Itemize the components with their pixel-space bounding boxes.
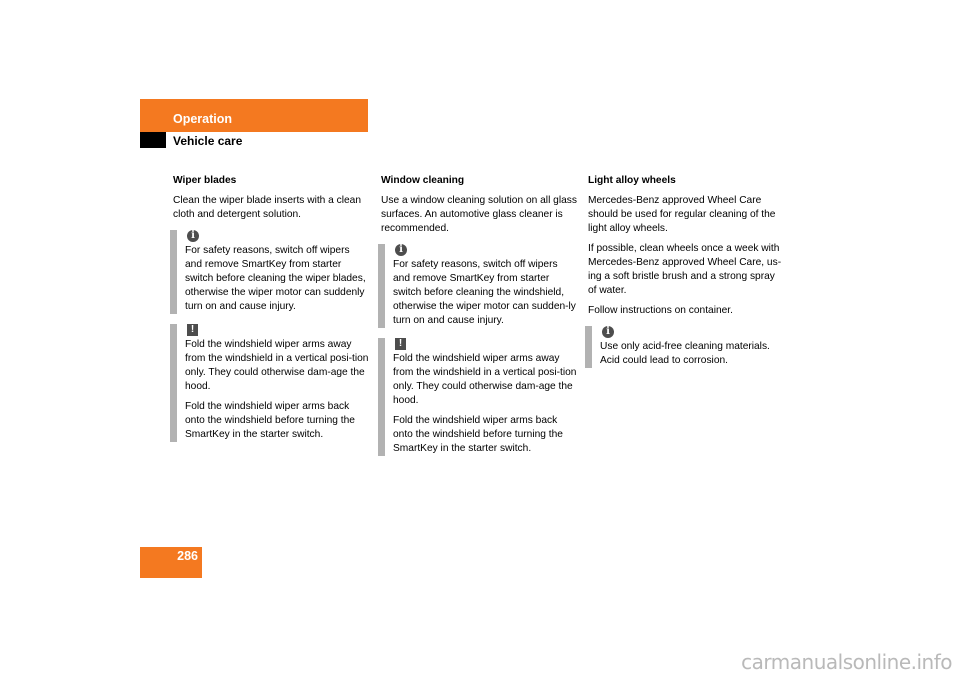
section-title: Operation xyxy=(173,112,233,126)
warning-note xyxy=(170,324,369,442)
paragraph: Clean the wiper blade inserts with a clean cloth and detergent solution. xyxy=(173,195,362,220)
note-bar xyxy=(378,338,385,456)
info-note xyxy=(170,230,369,314)
note-bar xyxy=(585,326,592,368)
info-icon: i xyxy=(187,230,199,242)
info-note xyxy=(585,326,784,368)
note-text: For safety reasons, switch off wipers and remove SmartKey from starter switch before cleaning the windshield, otherwise the wiper motor can sudden-ly turn on and cause injury. xyxy=(393,259,576,326)
note-text: Fold the windshield wiper arms back onto the windshield before turning the SmartKey in the starter switch. xyxy=(185,401,355,440)
note-bar xyxy=(170,230,177,314)
warning-note xyxy=(378,338,577,456)
subsection-title: Vehicle care xyxy=(173,134,243,148)
info-icon: i xyxy=(395,244,407,256)
paragraph: Follow instructions on container. xyxy=(588,305,733,316)
paragraph: Use a window cleaning solution on all glass surfaces. An automotive glass cleaner is recommended. xyxy=(381,195,577,234)
column-light-alloy-wheels xyxy=(588,174,784,378)
note-text: Fold the windshield wiper arms away from the windshield in a vertical posi-tion only. They could otherwise dam-age the hood. xyxy=(185,339,369,392)
note-text: Use only acid-free cleaning materials. Acid could lead to corrosion. xyxy=(600,341,770,366)
paragraph: If possible, clean wheels once a week with Mercedes-Benz approved Wheel Care, us-ing a soft bristle brush and a strong spray of water. xyxy=(588,243,782,296)
info-note xyxy=(378,244,577,328)
heading-window-cleaning: Window cleaning xyxy=(381,175,465,186)
subsection-marker xyxy=(140,132,166,148)
watermark: carmanualsonline.info xyxy=(741,650,952,674)
heading-light-alloy-wheels: Light alloy wheels xyxy=(588,175,676,186)
note-bar xyxy=(170,324,177,442)
note-text: Fold the windshield wiper arms away from the windshield in a vertical posi-tion only. They could otherwise dam-age the hood. xyxy=(393,353,577,406)
warning-icon: ! xyxy=(395,338,406,350)
note-text: Fold the windshield wiper arms back onto the windshield before turning the SmartKey in the starter switch. xyxy=(393,415,563,454)
paragraph: Mercedes-Benz approved Wheel Care should be used for regular cleaning of the light alloy wheels. xyxy=(588,195,776,234)
column-window-cleaning xyxy=(381,174,577,466)
heading-wiper-blades: Wiper blades xyxy=(173,175,237,186)
info-icon: i xyxy=(602,326,614,338)
page-number: 286 xyxy=(177,549,198,563)
column-wiper-blades xyxy=(173,174,369,452)
note-bar xyxy=(378,244,385,328)
warning-icon: ! xyxy=(187,324,198,336)
note-text: For safety reasons, switch off wipers and remove SmartKey from starter switch before cleaning the wiper blades, otherwise the wiper motor can suddenly turn on and cause injury. xyxy=(185,245,366,312)
